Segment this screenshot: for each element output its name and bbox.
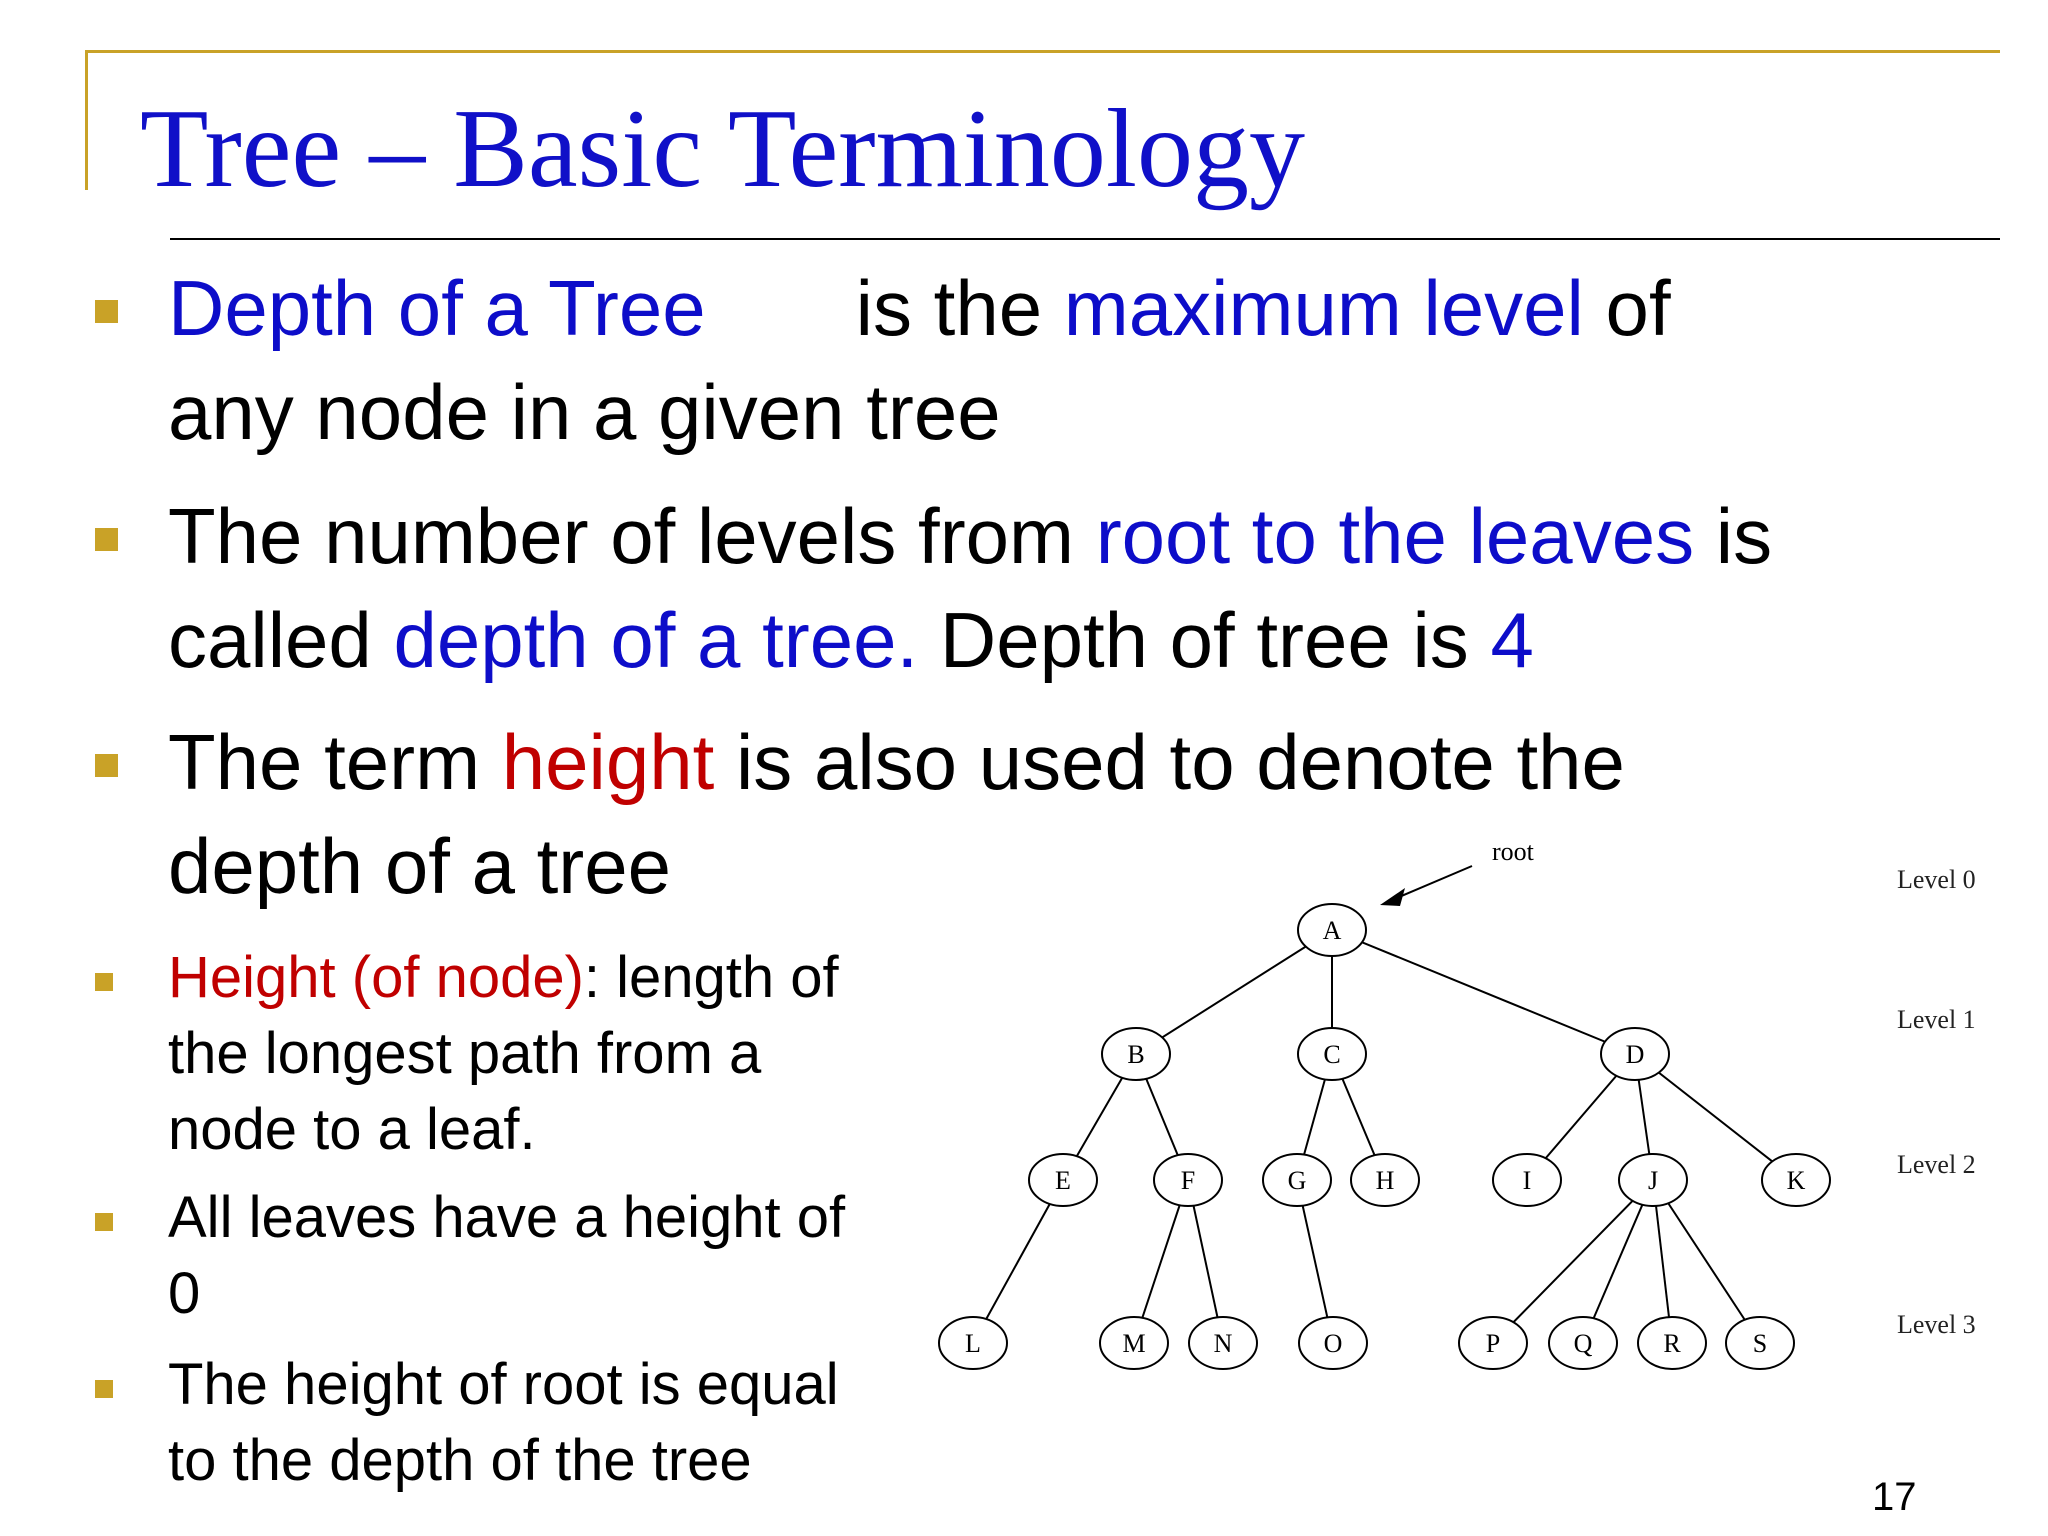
term-depth-of-a-tree: Depth of a Tree [168,264,706,352]
node-label-M: M [1122,1329,1146,1358]
node-F [1154,1154,1222,1206]
node-label-K: K [1786,1166,1806,1195]
node-C [1298,1028,1366,1080]
node-label-G: G [1287,1166,1307,1195]
node-O [1299,1317,1367,1369]
node-label-R: R [1663,1329,1681,1358]
bullet-3-line2: depth of a tree [168,822,672,910]
edge-A-D [1332,930,1635,1054]
node-label-C: C [1323,1040,1341,1069]
node-N [1189,1317,1257,1369]
node-M [1100,1317,1168,1369]
highlight-maximum-level: maximum level [1063,264,1584,352]
node-Q [1549,1317,1617,1369]
node-E [1029,1154,1097,1206]
sub-bullet-3-line2: to the depth of the tree [168,1428,752,1493]
level-label-1: Level 1 [1897,1005,1976,1034]
bullet-3-pre: The term [168,718,502,806]
node-label-L: L [965,1329,981,1358]
node-P [1459,1317,1527,1369]
node-L [939,1317,1007,1369]
node-R [1638,1317,1706,1369]
node-label-A: A [1322,916,1342,945]
node-A [1298,904,1366,956]
node-K [1762,1154,1830,1206]
node-G [1263,1154,1331,1206]
node-D [1601,1028,1669,1080]
slide-title: Tree – Basic Terminology [140,87,1305,211]
node-label-P: P [1485,1329,1501,1358]
node-label-J: J [1647,1166,1659,1195]
term-height-of-node: Height (of node) [168,945,584,1010]
bullet-2-pre: The number of levels from [168,492,1096,580]
highlight-root-to-leaves: root to the leaves [1095,492,1695,580]
bullet-3-rest: is also used to denote the [714,718,1625,806]
bullet-2-pre2: called [168,596,394,684]
bullet-1-line2: any node in a given tree [168,368,1001,456]
sub-bullet-2-line2: 0 [168,1261,201,1326]
sub-bullet-1-line2: the longest path from a [168,1021,762,1086]
edge-A-B [1136,930,1332,1054]
node-label-B: B [1127,1040,1145,1069]
level-label-0: Level 0 [1897,865,1976,894]
node-label-E: E [1055,1166,1071,1195]
sub-bullet-3-line1: The height of root is equal [168,1352,839,1417]
slide-number: 17 [1872,1475,1917,1519]
highlight-height: height [501,718,715,806]
node-label-D: D [1625,1040,1645,1069]
node-J [1619,1154,1687,1206]
node-label-S: S [1752,1329,1768,1358]
level-labels [1897,865,1976,1339]
node-label-H: H [1375,1166,1395,1195]
highlight-depth-value: 4 [1490,596,1534,684]
root-arrow [1392,866,1472,900]
level-label-3: Level 3 [1897,1310,1976,1339]
root-label: root [1492,837,1534,866]
sub-bullet-2-line1: All leaves have a height of [168,1185,846,1250]
level-label-2: Level 2 [1897,1150,1976,1179]
node-I [1493,1154,1561,1206]
tree-edges [973,930,1796,1343]
bullet-1-mid: is the [855,264,1043,352]
sub-bullet-1-line3: node to a leaf. [168,1097,536,1162]
node-H [1351,1154,1419,1206]
node-S [1726,1317,1794,1369]
tree-nodes [939,904,1830,1369]
bullet-2-mid2: Depth of tree is [918,596,1491,684]
node-label-O: O [1323,1329,1343,1358]
node-label-N: N [1213,1329,1233,1358]
sub-bullet-1-rest: : length of [583,945,839,1010]
node-label-F: F [1180,1166,1196,1195]
node-label-Q: Q [1573,1329,1593,1358]
root-arrow-head [1380,888,1405,906]
node-label-I: I [1522,1166,1532,1195]
bullet-1-rest: of [1583,264,1671,352]
node-B [1102,1028,1170,1080]
bullet-2-mid1: is [1694,492,1773,580]
highlight-depth-of-a-tree: depth of a tree. [393,596,919,684]
